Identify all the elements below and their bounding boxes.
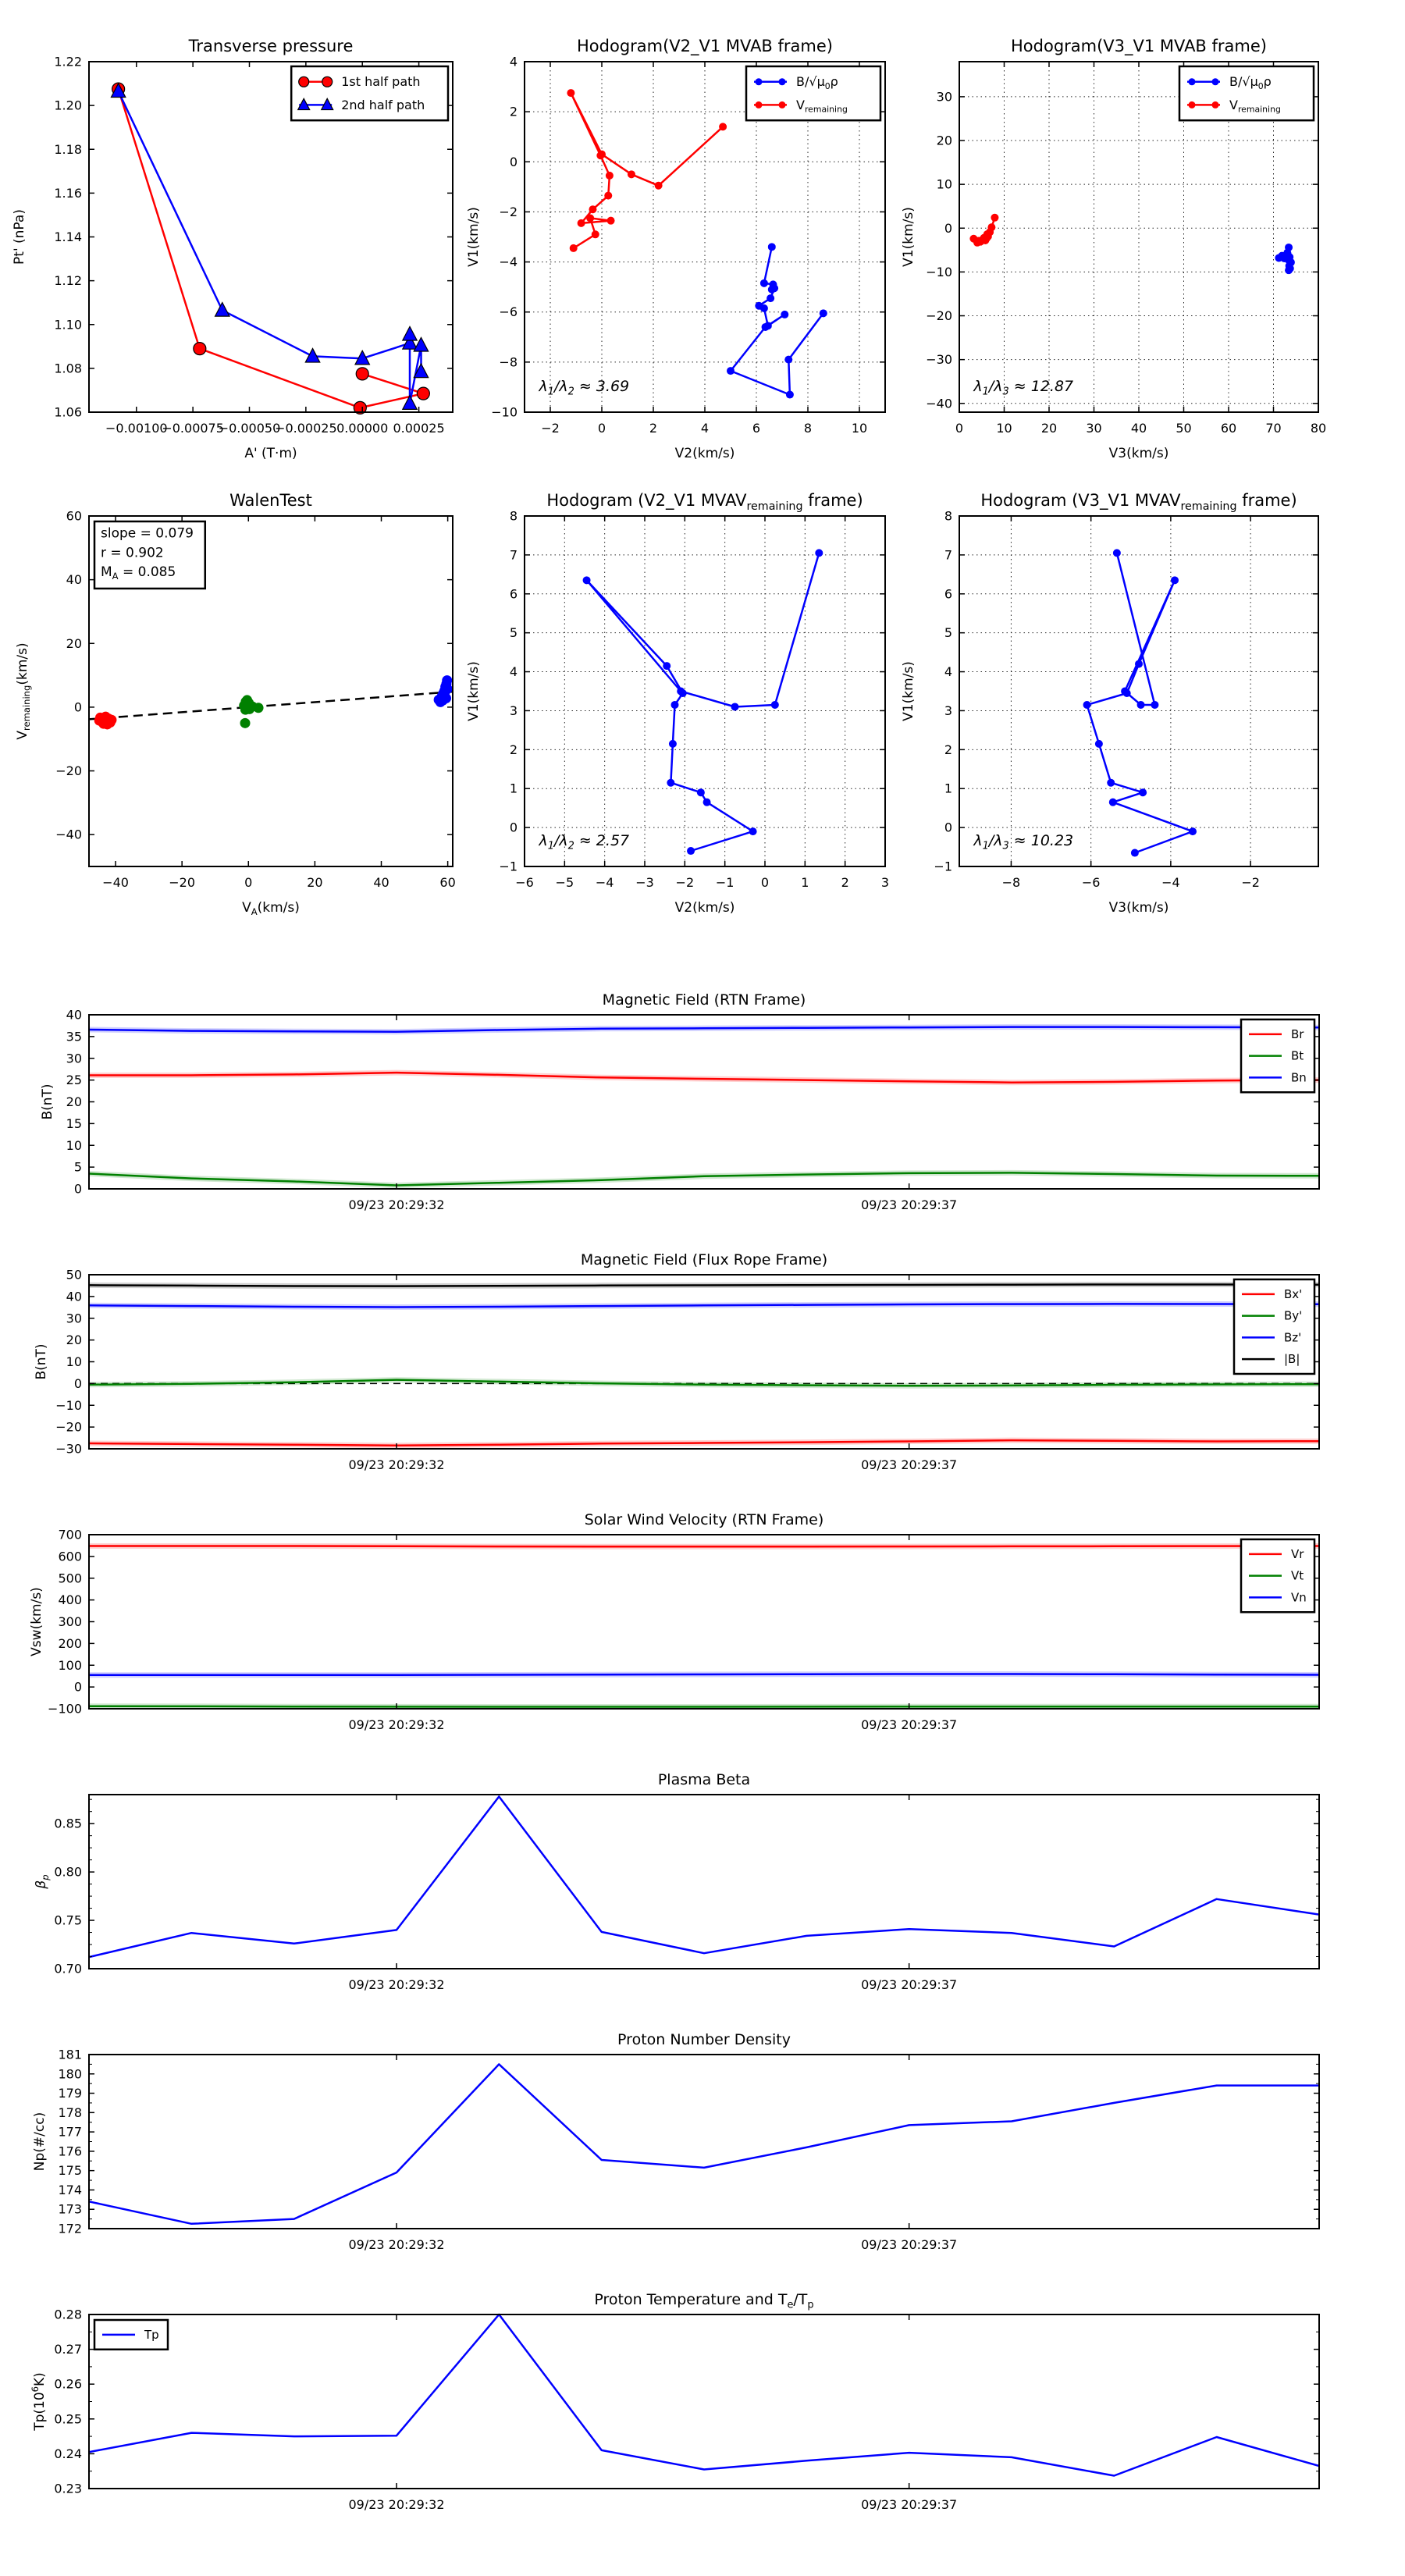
svg-text:20: 20 xyxy=(936,133,952,148)
svg-text:09/23 20:29:37: 09/23 20:29:37 xyxy=(861,2497,958,2512)
svg-text:09/23 20:29:32: 09/23 20:29:32 xyxy=(348,1717,445,1732)
svg-text:30: 30 xyxy=(936,89,952,105)
svg-text:600: 600 xyxy=(58,1549,82,1564)
x-axis xyxy=(348,1197,957,1212)
svg-text:30: 30 xyxy=(66,1311,82,1326)
svg-text:Vremaining(km/s): $V_{remaining}(km/s)$ xyxy=(15,642,33,740)
svg-text:15: 15 xyxy=(66,1115,82,1131)
svg-text:0: 0 xyxy=(73,1375,82,1391)
svg-text:60: 60 xyxy=(439,875,456,890)
svg-text:B/√μ0ρ: $B/√\mu_0\rho$ xyxy=(796,74,838,92)
svg-text:40: 40 xyxy=(66,1289,82,1304)
svg-text:09/23 20:29:32: 09/23 20:29:32 xyxy=(348,1977,445,1992)
svg-text:Pt' (nPa): Pt' (nPa) xyxy=(12,209,27,265)
svg-text:1.08: 1.08 xyxy=(54,361,82,376)
svg-text:−8: −8 xyxy=(499,354,518,370)
svg-text:7: 7 xyxy=(944,547,952,563)
svg-text:V1(km/s): V1(km/s) xyxy=(466,207,482,267)
info-box xyxy=(94,521,205,589)
plot-title: Magnetic Field (Flux Rope Frame) xyxy=(580,1251,828,1268)
series-1st-half-path xyxy=(112,83,430,414)
svg-text:0.23: 0.23 xyxy=(54,2481,82,2496)
plot-title: Magnetic Field (RTN Frame) xyxy=(602,991,806,1009)
svg-text:0: 0 xyxy=(73,1679,82,1695)
plot-title: Plasma Beta xyxy=(657,1771,751,1788)
svg-text:1.20: 1.20 xyxy=(54,98,82,113)
svg-text:−3: −3 xyxy=(635,875,654,890)
svg-text:20: 20 xyxy=(1040,421,1058,436)
svg-text:09/23 20:29:37: 09/23 20:29:37 xyxy=(861,1457,958,1472)
svg-text:−6: −6 xyxy=(499,304,518,320)
series-cluster-2 xyxy=(239,695,263,728)
svg-text:Vremaining: $V_{remaining}$ xyxy=(1229,97,1281,115)
svg-text:1.16: 1.16 xyxy=(54,185,82,201)
svg-text:MA = 0.085: $M_A = 0.085$ xyxy=(101,564,176,582)
legend xyxy=(94,2320,168,2350)
svg-text:700: 700 xyxy=(58,1527,82,1542)
axis-ticks xyxy=(959,516,1318,866)
series-bx- xyxy=(89,1440,1319,1446)
svg-text:−30: −30 xyxy=(55,1441,82,1457)
series-v-path xyxy=(583,549,823,855)
svg-text:60: 60 xyxy=(1220,421,1237,436)
svg-text:−20: −20 xyxy=(926,308,952,324)
svg-text:09/23 20:29:37: 09/23 20:29:37 xyxy=(861,2237,958,2252)
svg-text:V1(km/s): V1(km/s) xyxy=(901,661,916,721)
svg-text:181: 181 xyxy=(58,2047,82,2062)
plot-plasma-beta xyxy=(34,1771,1319,1992)
plot-hodogram-v2v1-mvav xyxy=(466,491,889,916)
series-tp xyxy=(89,2314,1319,2476)
svg-text:−2: −2 xyxy=(675,875,695,890)
series-2nd-half-path xyxy=(111,84,428,409)
x-axis xyxy=(102,875,456,917)
grid xyxy=(959,516,1318,866)
svg-text:r = 0.902: r = 0.902 xyxy=(101,545,164,561)
plot-title: Hodogram (V3_V1 $MVAV_{remaining}$ frame) xyxy=(980,491,1297,514)
svg-text:80: 80 xyxy=(1310,421,1327,436)
svg-text:V1(km/s): V1(km/s) xyxy=(466,661,482,721)
series-b-sqrt-mu0-rho- xyxy=(727,243,827,398)
svg-text:−40: −40 xyxy=(55,827,82,842)
svg-text:−20: −20 xyxy=(55,1419,82,1435)
svg-text:4: 4 xyxy=(509,54,518,69)
y-axis xyxy=(12,55,82,420)
series-br xyxy=(89,1073,1319,1083)
svg-text:174: 174 xyxy=(58,2182,82,2197)
y-axis xyxy=(32,2048,82,2236)
y-axis xyxy=(34,1816,82,1976)
plot-hodogram-v3v1-mvav xyxy=(901,491,1318,916)
svg-text:Np(#/cc): Np(#/cc) xyxy=(32,2112,48,2172)
svg-text:0.00025: 0.00025 xyxy=(393,421,445,436)
svg-text:1: 1 xyxy=(801,875,809,890)
x-axis xyxy=(541,421,867,461)
svg-text:V2(km/s): V2(km/s) xyxy=(674,446,735,461)
svg-text:6: 6 xyxy=(509,586,518,602)
plot-title: Hodogram (V2_V1 $MVAV_{remaining}$ frame) xyxy=(546,491,863,514)
svg-text:3: 3 xyxy=(944,703,952,718)
svg-text:2nd half path: 2nd half path xyxy=(341,97,425,112)
svg-text:1.12: 1.12 xyxy=(54,273,82,289)
svg-text:B(nT): B(nT) xyxy=(40,1083,55,1120)
svg-text:Tp(106K): $Tp(10^6K)$ xyxy=(29,2372,48,2431)
series-v-remaining xyxy=(969,214,998,247)
svg-text:By': By' xyxy=(1284,1308,1303,1323)
plot-hodogram-v3v1-mvab xyxy=(901,37,1326,461)
legend xyxy=(291,66,448,120)
svg-text:−4: −4 xyxy=(499,254,518,270)
series-by- xyxy=(89,1380,1319,1386)
x-axis xyxy=(348,2497,957,2512)
x-axis xyxy=(1002,875,1260,916)
y-axis xyxy=(901,89,952,411)
svg-text:−40: −40 xyxy=(102,875,129,890)
axis-ticks xyxy=(89,2055,1319,2229)
series-cluster-3 xyxy=(434,675,453,707)
series-vr xyxy=(89,1546,1319,1547)
plot-proton-number-density xyxy=(32,2031,1319,2252)
y-axis xyxy=(466,55,518,420)
series-bn xyxy=(89,1027,1319,1032)
svg-text:177: 177 xyxy=(58,2124,82,2140)
svg-text:−20: −20 xyxy=(169,875,196,890)
svg-text:25: 25 xyxy=(66,1073,82,1088)
axis-ticks xyxy=(89,1275,1319,1449)
svg-text:10: 10 xyxy=(851,421,868,436)
svg-text:−1: −1 xyxy=(715,875,735,890)
y-axis xyxy=(466,509,518,874)
svg-text:20: 20 xyxy=(66,1332,82,1348)
svg-text:V3(km/s): V3(km/s) xyxy=(1108,900,1169,916)
svg-text:8: 8 xyxy=(803,421,813,436)
svg-text:−2: −2 xyxy=(499,204,518,219)
svg-text:2: 2 xyxy=(509,104,518,119)
plot-title: Solar Wind Velocity (RTN Frame) xyxy=(584,1511,824,1528)
svg-text:30: 30 xyxy=(66,1051,82,1066)
svg-text:V3(km/s): V3(km/s) xyxy=(1108,446,1169,461)
svg-text:0: 0 xyxy=(760,875,770,890)
series-fit xyxy=(89,692,453,719)
svg-text:1.06: 1.06 xyxy=(54,404,82,420)
svg-text:B(nT): B(nT) xyxy=(34,1343,49,1380)
svg-text:0: 0 xyxy=(944,220,952,236)
svg-text:V2(km/s): V2(km/s) xyxy=(674,900,735,916)
svg-text:Vremaining: $V_{remaining}$ xyxy=(796,97,848,115)
svg-text:35: 35 xyxy=(66,1029,82,1044)
svg-text:0.25: 0.25 xyxy=(54,2411,82,2427)
svg-text:|B|: |B| xyxy=(1284,1352,1300,1367)
svg-text:178: 178 xyxy=(58,2105,82,2120)
svg-text:−0.00025: −0.00025 xyxy=(275,421,337,436)
svg-text:200: 200 xyxy=(58,1635,82,1651)
legend xyxy=(1241,1019,1314,1092)
svg-text:09/23 20:29:37: 09/23 20:29:37 xyxy=(861,1977,958,1992)
svg-text:−100: −100 xyxy=(48,1701,82,1717)
svg-text:0: 0 xyxy=(509,820,518,835)
svg-text:20: 20 xyxy=(307,875,323,890)
svg-text:Bz': Bz' xyxy=(1284,1330,1302,1345)
svg-text:500: 500 xyxy=(58,1571,82,1586)
svg-text:Vn: Vn xyxy=(1291,1590,1307,1605)
svg-text:−8: −8 xyxy=(1001,875,1021,890)
svg-text:βp: $\beta_p$ xyxy=(34,1874,52,1889)
annotation: $\lambda_1/\lambda_3 \approx 10.23$ xyxy=(973,832,1074,852)
svg-text:6: 6 xyxy=(752,421,761,436)
x-axis xyxy=(348,1457,957,1472)
plot-proton-temperature xyxy=(30,2291,1319,2512)
svg-text:0: 0 xyxy=(509,154,518,169)
svg-text:−6: −6 xyxy=(1081,875,1101,890)
svg-text:1st half path: 1st half path xyxy=(341,74,421,90)
x-axis xyxy=(348,2237,957,2252)
x-axis xyxy=(515,875,889,916)
svg-text:−10: −10 xyxy=(491,404,518,420)
svg-text:1.10: 1.10 xyxy=(54,317,82,333)
svg-text:5: 5 xyxy=(73,1159,82,1175)
svg-text:20: 20 xyxy=(66,635,82,651)
svg-text:−10: −10 xyxy=(55,1397,82,1413)
plot-solar-wind-velocity-rtn xyxy=(29,1511,1319,1732)
svg-text:1.18: 1.18 xyxy=(54,141,82,157)
svg-text:175: 175 xyxy=(58,2163,82,2179)
svg-text:09/23 20:29:32: 09/23 20:29:32 xyxy=(348,1197,445,1212)
svg-text:0.70: 0.70 xyxy=(54,1961,82,1976)
svg-text:0.80: 0.80 xyxy=(54,1864,82,1880)
svg-text:1.22: 1.22 xyxy=(54,54,82,69)
svg-text:10: 10 xyxy=(66,1354,82,1369)
svg-text:VA(km/s): $V_A(km/s)$ xyxy=(242,900,300,918)
svg-text:A' (T·m): A' (T·m) xyxy=(244,446,297,461)
svg-text:176: 176 xyxy=(58,2144,82,2159)
svg-text:1.14: 1.14 xyxy=(54,229,82,244)
axis-ticks xyxy=(89,1015,1319,1189)
annotation: $\lambda_1/\lambda_2 \approx 3.69$ xyxy=(539,378,630,398)
legend xyxy=(1241,1539,1314,1612)
svg-text:10: 10 xyxy=(996,421,1012,436)
annotation: $\lambda_1/\lambda_2 \approx 2.57$ xyxy=(539,832,630,852)
svg-text:−6: −6 xyxy=(515,875,534,890)
svg-text:0.24: 0.24 xyxy=(54,2446,82,2461)
svg-text:70: 70 xyxy=(1265,421,1282,436)
svg-text:0.00000: 0.00000 xyxy=(336,421,389,436)
svg-text:8: 8 xyxy=(509,508,518,524)
svg-text:Vr: Vr xyxy=(1291,1546,1304,1561)
svg-text:60: 60 xyxy=(66,508,82,524)
svg-text:179: 179 xyxy=(58,2086,82,2101)
svg-text:20: 20 xyxy=(66,1094,82,1109)
axis-ticks xyxy=(89,1535,1319,1709)
legend xyxy=(746,66,880,120)
svg-text:7: 7 xyxy=(509,547,518,563)
svg-text:Bn: Bn xyxy=(1291,1070,1307,1085)
svg-text:09/23 20:29:32: 09/23 20:29:32 xyxy=(348,2497,445,2512)
svg-text:0.75: 0.75 xyxy=(54,1912,82,1928)
series-vt xyxy=(89,1706,1319,1707)
plot-magnetic-field-flux-rope xyxy=(34,1251,1319,1472)
svg-text:09/23 20:29:32: 09/23 20:29:32 xyxy=(348,2237,445,2252)
svg-text:3: 3 xyxy=(880,875,890,890)
legend xyxy=(1179,66,1314,120)
svg-text:2: 2 xyxy=(649,421,658,436)
annotation: $\lambda_1/\lambda_3 \approx 12.87$ xyxy=(973,378,1074,398)
svg-text:Tp: Tp xyxy=(144,2327,159,2342)
svg-text:4: 4 xyxy=(509,664,518,680)
svg-text:300: 300 xyxy=(58,1614,82,1629)
svg-text:4: 4 xyxy=(944,664,952,680)
series-bz- xyxy=(89,1304,1319,1307)
svg-text:−4: −4 xyxy=(595,875,614,890)
x-axis xyxy=(348,1717,957,1732)
svg-text:−20: −20 xyxy=(55,763,82,779)
series-cluster-1 xyxy=(94,712,117,730)
axis-ticks xyxy=(89,2314,1319,2489)
axis-ticks xyxy=(89,1795,1319,1969)
svg-text:−2: −2 xyxy=(541,421,560,436)
series-vn xyxy=(89,1674,1319,1675)
svg-text:0: 0 xyxy=(955,421,964,436)
svg-text:10: 10 xyxy=(66,1137,82,1153)
svg-text:Vsw(km/s): Vsw(km/s) xyxy=(29,1587,44,1656)
x-axis xyxy=(348,1977,957,1992)
plot-transverse-pressure xyxy=(12,37,453,461)
svg-text:50: 50 xyxy=(1176,421,1192,436)
plot-magnetic-field-rtn xyxy=(40,991,1319,1212)
svg-text:173: 173 xyxy=(58,2201,82,2217)
svg-text:40: 40 xyxy=(1130,421,1147,436)
plot-title: Proton Temperature and $T_e/T_p$ xyxy=(594,2291,814,2311)
svg-text:1: 1 xyxy=(944,781,952,796)
plot-title: Hodogram(V3_V1 MVAB frame) xyxy=(1011,37,1267,55)
legend xyxy=(1234,1279,1314,1374)
svg-text:0.27: 0.27 xyxy=(54,2342,82,2357)
y-axis xyxy=(40,1008,82,1197)
svg-text:−40: −40 xyxy=(926,396,952,411)
y-axis xyxy=(15,509,82,842)
svg-text:4: 4 xyxy=(700,421,710,436)
svg-text:0.26: 0.26 xyxy=(54,2376,82,2392)
x-axis xyxy=(105,421,445,461)
svg-text:−0.00075: −0.00075 xyxy=(162,421,224,436)
axis-ticks xyxy=(525,516,885,866)
grid xyxy=(525,516,885,866)
svg-text:5: 5 xyxy=(509,625,518,641)
svg-text:2: 2 xyxy=(841,875,849,890)
svg-text:slope = 0.079: slope = 0.079 xyxy=(101,525,194,542)
y-axis xyxy=(29,1528,82,1717)
svg-text:172: 172 xyxy=(58,2221,82,2236)
svg-text:−30: −30 xyxy=(926,352,952,368)
svg-text:−4: −4 xyxy=(1161,875,1180,890)
svg-text:−2: −2 xyxy=(1241,875,1260,890)
y-axis xyxy=(30,2307,82,2496)
svg-text:0: 0 xyxy=(944,820,952,835)
svg-text:5: 5 xyxy=(944,625,952,641)
svg-text:0: 0 xyxy=(597,421,606,436)
svg-text:8: 8 xyxy=(944,508,952,524)
series--b- xyxy=(89,1285,1319,1286)
svg-text:Br: Br xyxy=(1291,1026,1304,1041)
svg-text:−1: −1 xyxy=(499,859,518,874)
svg-text:Bx': Bx' xyxy=(1284,1286,1303,1301)
svg-text:1: 1 xyxy=(509,781,518,796)
series-bt xyxy=(89,1172,1319,1185)
svg-text:B/√μ0ρ: $B/√\mu_0\rho$ xyxy=(1229,74,1272,92)
svg-text:09/23 20:29:37: 09/23 20:29:37 xyxy=(861,1717,958,1732)
svg-text:2: 2 xyxy=(509,742,518,757)
svg-text:100: 100 xyxy=(58,1657,82,1673)
svg-text:−10: −10 xyxy=(926,264,952,279)
svg-text:10: 10 xyxy=(936,176,952,192)
svg-text:40: 40 xyxy=(373,875,389,890)
plot-title: Hodogram(V2_V1 MVAB frame) xyxy=(577,37,833,55)
svg-text:Vt: Vt xyxy=(1291,1568,1304,1583)
plot-title: Proton Number Density xyxy=(617,2031,791,2048)
svg-text:0: 0 xyxy=(73,699,82,715)
svg-text:50: 50 xyxy=(66,1267,82,1283)
y-axis xyxy=(34,1268,82,1457)
series-np xyxy=(89,2064,1319,2223)
svg-text:V1(km/s): V1(km/s) xyxy=(901,207,916,267)
svg-text:30: 30 xyxy=(1086,421,1102,436)
svg-text:0: 0 xyxy=(244,875,253,890)
plot-title: WalenTest xyxy=(229,491,312,510)
series-v-path xyxy=(1083,549,1197,856)
svg-text:180: 180 xyxy=(58,2066,82,2082)
series-b-sqrt-mu0-rho- xyxy=(1275,244,1295,274)
y-axis xyxy=(901,509,952,874)
series-v-remaining xyxy=(567,89,727,252)
svg-text:400: 400 xyxy=(58,1592,82,1608)
plot-walen-test xyxy=(15,491,456,917)
svg-text:Bt: Bt xyxy=(1291,1048,1304,1063)
svg-text:40: 40 xyxy=(66,1007,82,1023)
svg-text:2: 2 xyxy=(944,742,952,757)
svg-text:6: 6 xyxy=(944,586,952,602)
plot-title: Transverse pressure xyxy=(188,37,354,55)
svg-text:09/23 20:29:37: 09/23 20:29:37 xyxy=(861,1197,958,1212)
svg-text:09/23 20:29:32: 09/23 20:29:32 xyxy=(348,1457,445,1472)
svg-text:−1: −1 xyxy=(934,859,952,874)
svg-text:0: 0 xyxy=(73,1181,82,1197)
svg-text:0.28: 0.28 xyxy=(54,2307,82,2322)
svg-text:40: 40 xyxy=(66,572,82,588)
plot-hodogram-v2v1-mvab xyxy=(466,37,885,461)
svg-text:0.85: 0.85 xyxy=(54,1816,82,1831)
svg-text:−5: −5 xyxy=(555,875,574,890)
svg-text:−0.00100: −0.00100 xyxy=(105,421,168,436)
x-axis xyxy=(955,421,1326,461)
svg-text:3: 3 xyxy=(509,703,518,718)
svg-text:−0.00050: −0.00050 xyxy=(218,421,281,436)
series-beta-p xyxy=(89,1797,1319,1958)
